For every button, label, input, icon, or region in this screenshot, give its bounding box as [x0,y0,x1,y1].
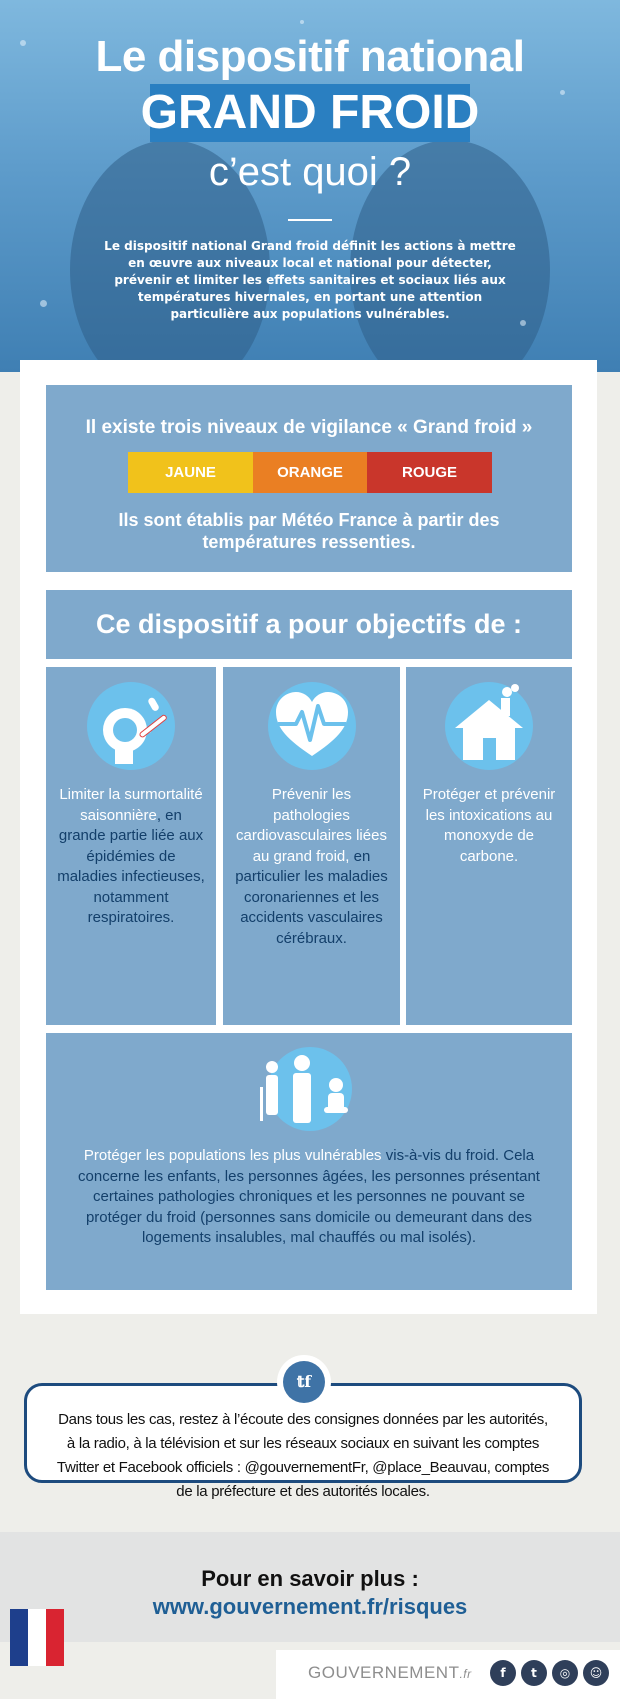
vigilance-panel [46,385,572,572]
notice-text: Dans tous les cas, restez à l’écoute des consignes données par les autorités, à la radio, à la télévision et sur les réseaux sociaux en suivant les comptes Twitter et Facebook officiels : @gouvernementFr, @place_Beauvau, comptes de la préfecture et des autorités locales. [56,1411,550,1500]
level-orange: ORANGE [253,452,367,493]
objective-card-cardio [223,667,400,1025]
objective-card-vulnerable [46,1033,572,1290]
family-icon [268,1047,352,1131]
hero-divider [288,219,332,221]
vigilance-levels [128,452,492,493]
main-card [20,360,597,1314]
more-info-link[interactable]: www.gouvernement.fr/risques [152,1594,468,1619]
sick-person-thermometer-icon [87,682,175,770]
instagram-icon[interactable]: ◎ [552,1660,578,1686]
more-info-banner [0,1532,620,1642]
gouvernement-logo[interactable]: GOUVERNEMENT.fr [308,1663,472,1682]
twitter-icon[interactable]: t [521,1660,547,1686]
vigilance-note: Ils sont établis par Météo France à partir des températures ressenties. [118,510,500,552]
hero-banner [0,0,620,372]
objective-card-co [406,667,572,1025]
snapchat-icon[interactable]: ☺ [583,1660,609,1686]
french-flag-logo [10,1609,64,1666]
heart-pulse-icon [268,682,356,770]
twitter-facebook-badge [277,1355,331,1409]
objective-card-mortality [46,667,216,1025]
hero-title-line1: Le dispositif national [95,32,525,81]
objective-text-mortality: Limiter la surmortalité saisonnière, en grande partie liée aux épidémies de maladies infectieuses, notamment respiratoires. [57,786,205,926]
hero-title-line2: GRAND FROID [140,86,480,139]
vigilance-heading: Il existe trois niveaux de vigilance « Grand froid » [85,417,533,438]
objectives-header [46,590,572,659]
objective-text-cardio: Prévenir les pathologies cardiovasculaires liées au grand froid, en particulier les maladies coronariennes et les accidents vasculaires cérébraux. [235,786,388,947]
vulnerable-text: Protéger les populations les plus vulnérables vis-à-vis du froid. Cela concerne les enfants, les personnes âgées, les personnes présentant certaines pathologies chroniques et les personnes ne pouvant se protéger du froid (personnes sans domicile ou demeurant dans des logements insalubles, mal chauffés ou mal isolés). [78,1147,540,1246]
twitter-facebook-icon: 𝕥f [283,1361,325,1403]
facebook-icon[interactable]: f [490,1660,516,1686]
hero-title-line3: c’est quoi ? [208,150,412,194]
level-rouge: ROUGE [367,452,492,493]
level-jaune: JAUNE [128,452,253,493]
house-chimney-icon [445,682,533,770]
hero-intro: Le dispositif national Grand froid définit les actions à mettre en œuvre aux niveaux local et national pour détecter, prévenir et limiter les effets sanitaires et sociaux liés aux températures hivernales, en portant une attention particulière aux populations vulnérables. [104,239,516,321]
objective-text-co: Protéger et prévenir les intoxications au monoxyde de carbone. [422,786,556,865]
objectives-heading: Ce dispositif a pour objectifs de : [95,609,523,639]
more-info-title: Pour en savoir plus : [201,1566,419,1591]
